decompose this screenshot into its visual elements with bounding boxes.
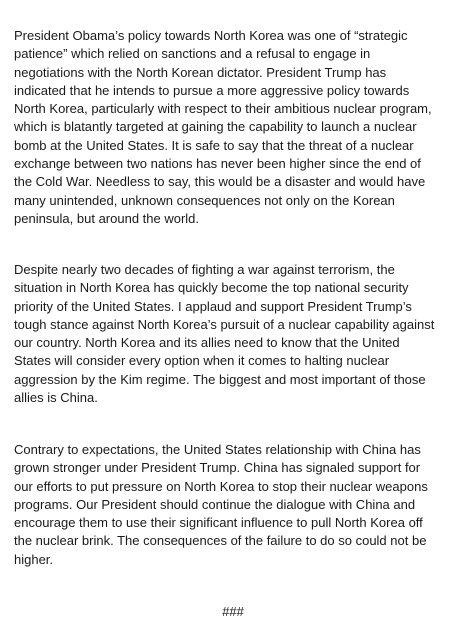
paragraph-line: many unintended, unknown consequences not only on the Korean bbox=[14, 192, 395, 208]
paragraph-line: President Obama’s policy towards North Korea was one of “strategic bbox=[14, 28, 408, 43]
paragraph-line: our country. North Korea and its allies need to know that the United bbox=[14, 335, 400, 351]
paragraph-line: the Cold War. Needless to say, this would be a disaster and would have bbox=[14, 174, 426, 190]
end-mark: ### bbox=[222, 604, 244, 619]
paragraph-line: our efforts to put pressure on North Korea to stop their nuclear weapons bbox=[14, 478, 428, 494]
paragraph-line: bomb at the United States. It is safe to say that the threat of a nuclear bbox=[14, 137, 414, 153]
paragraph-line: North Korea, particularly with respect to their ambitious nuclear program, bbox=[14, 101, 432, 117]
paragraph-line: priority of the United States. I applaud and support President Trump’s bbox=[14, 298, 412, 314]
paragraph-line: indicated that he intends to pursue a more aggressive policy towards bbox=[14, 82, 410, 98]
paragraph-line: grown stronger under President Trump. China has signaled support for bbox=[14, 460, 421, 476]
paragraph-line: Contrary to expectations, the United States relationship with China has bbox=[14, 442, 421, 457]
paragraph-line: negotiations with the North Korean dictator. President Trump has bbox=[14, 64, 387, 80]
paragraph-3 bbox=[14, 441, 460, 569]
paragraph-line: Despite nearly two decades of fighting a war against terrorism, the bbox=[14, 262, 395, 277]
paragraph-1 bbox=[14, 27, 460, 228]
paragraph-line: situation in North Korea has quickly become the top national security bbox=[14, 280, 409, 296]
paragraph-line: tough stance against North Korea’s pursuit of a nuclear capability against bbox=[14, 316, 435, 332]
paragraph-line: patience” which relied on sanctions and a refusal to engage in bbox=[14, 46, 371, 62]
paragraph-line: allies is China. bbox=[14, 390, 98, 406]
paragraph-line: the nuclear brink. The consequences of the failure to do so could not be bbox=[14, 533, 427, 549]
paragraph-line: which is blatantly targeted at gaining the capability to launch a nuclear bbox=[14, 119, 417, 135]
paragraph-line: aggression by the Kim regime. The biggest and most important of those bbox=[14, 371, 426, 387]
paragraph-2 bbox=[14, 261, 460, 407]
paragraph-line: higher. bbox=[14, 551, 54, 567]
paragraph-line: States will consider every option when it comes to halting nuclear bbox=[14, 353, 390, 369]
paragraph-line: exchange between two nations has never been higher since the end of bbox=[14, 156, 421, 172]
paragraph-line: programs. Our President should continue the dialogue with China and bbox=[14, 496, 416, 512]
paragraph-line: peninsula, but around the world. bbox=[14, 210, 200, 226]
paragraph-line: encourage them to use their significant influence to pull North Korea off bbox=[14, 515, 423, 531]
